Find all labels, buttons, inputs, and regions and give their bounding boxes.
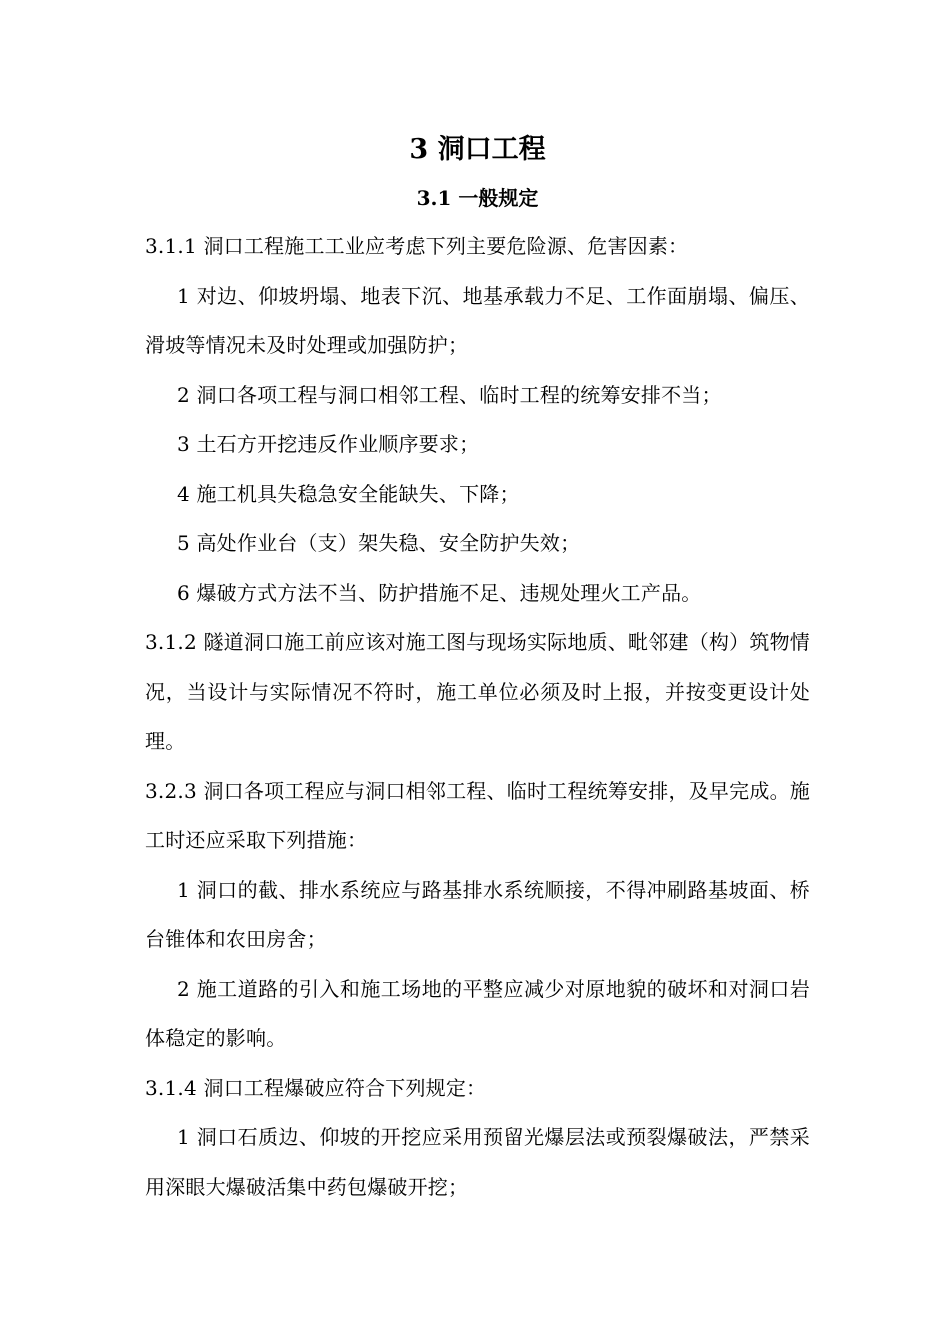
clause-paragraph: 3.2.3 洞口各项工程应与洞口相邻工程、临时工程统筹安排，及早完成。施工时还应采取下列措施： bbox=[145, 778, 810, 852]
list-item: 1 洞口的截、排水系统应与路基排水系统顺接，不得冲刷路基坡面、桥台锥体和农田房舍； bbox=[145, 877, 810, 951]
clause-paragraph: 3.1.4 洞口工程爆破应符合下列规定： bbox=[145, 1075, 487, 1100]
clause-paragraph: 3.1.2 隧道洞口施工前应该对施工图与现场实际地质、毗邻建（构）筑物情况，当设计与实际情况不符时，施工单位必须及时上报，并按变更设计处理。 bbox=[145, 630, 810, 753]
list-item: 4 施工机具失稳急安全能缺失、下降； bbox=[177, 481, 520, 506]
list-item: 1 洞口石质边、仰坡的开挖应采用预留光爆层法或预裂爆破法，严禁采用深眼大爆破活集中药包爆破开挖； bbox=[145, 1125, 810, 1199]
section-title: 3.1 一般规定 bbox=[416, 186, 539, 210]
body-text bbox=[145, 222, 810, 1212]
list-item: 1 对边、仰坡坍塌、地表下沉、地基承载力不足、工作面崩塌、偏压、滑坡等情况未及时处理或加强防护； bbox=[145, 283, 810, 357]
list-item: 5 高处作业台（支）架失稳、安全防护失效； bbox=[177, 531, 581, 555]
list-item: 6 爆破方式方法不当、防护措施不足、违规处理火工产品。 bbox=[177, 580, 702, 605]
clause-paragraph: 3.1.1 洞口工程施工工业应考虑下列主要危险源、危害因素： bbox=[145, 234, 689, 258]
document-page bbox=[145, 128, 810, 1212]
list-item: 3 土石方开挖违反作业顺序要求； bbox=[177, 432, 480, 456]
chapter-title: 3 洞口工程 bbox=[409, 134, 546, 165]
list-item: 2 施工道路的引入和施工场地的平整应减少对原地貌的破坏和对洞口岩体稳定的影响。 bbox=[145, 976, 810, 1050]
list-item: 2 洞口各项工程与洞口相邻工程、临时工程的统筹安排不当； bbox=[177, 382, 722, 407]
